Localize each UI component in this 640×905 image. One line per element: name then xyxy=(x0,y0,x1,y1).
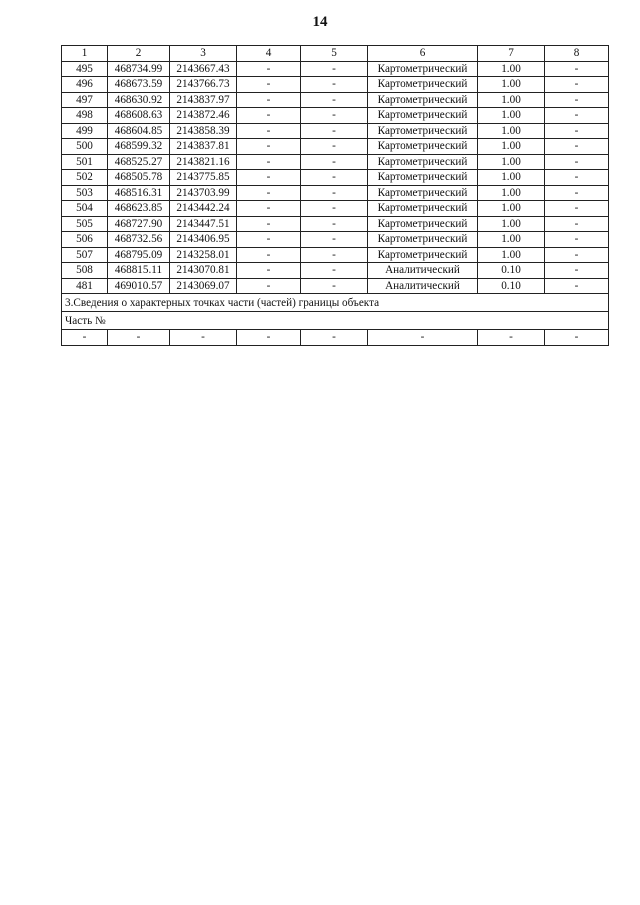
table-cell: 2143837.81 xyxy=(170,139,237,155)
table-cell: - xyxy=(545,185,609,201)
table-cell: - xyxy=(478,330,545,346)
table-row xyxy=(62,108,609,124)
table-cell: Картометрический xyxy=(368,185,478,201)
table-cell: 1.00 xyxy=(478,247,545,263)
table-cell: 1.00 xyxy=(478,185,545,201)
table-cell: 6 xyxy=(368,46,478,62)
table-cell: Картометрический xyxy=(368,154,478,170)
table-cell: - xyxy=(545,232,609,248)
table-cell: - xyxy=(108,330,170,346)
table-cell: - xyxy=(237,330,301,346)
table-cell: - xyxy=(237,232,301,248)
table-cell: - xyxy=(545,77,609,93)
table-cell: 497 xyxy=(62,92,108,108)
table-cell: - xyxy=(301,216,368,232)
table-cell: 468815.11 xyxy=(108,263,170,279)
table-cell: 468525.27 xyxy=(108,154,170,170)
table-cell: Картометрический xyxy=(368,61,478,77)
table-cell: 508 xyxy=(62,263,108,279)
table-cell: Аналитический xyxy=(368,263,478,279)
table-cell: 2143766.73 xyxy=(170,77,237,93)
table-cell: - xyxy=(301,154,368,170)
table-row xyxy=(62,232,609,248)
part-label-row xyxy=(62,312,609,330)
table-cell: Картометрический xyxy=(368,123,478,139)
table-cell: 5 xyxy=(301,46,368,62)
table-cell: 2 xyxy=(108,46,170,62)
table-row xyxy=(62,123,609,139)
table-cell: 2143858.39 xyxy=(170,123,237,139)
table-cell: 8 xyxy=(545,46,609,62)
table-cell: Картометрический xyxy=(368,247,478,263)
coordinates-table xyxy=(61,45,609,346)
table-cell: - xyxy=(301,108,368,124)
table-cell: Картометрический xyxy=(368,216,478,232)
table-cell: 468604.85 xyxy=(108,123,170,139)
table-cell: - xyxy=(237,216,301,232)
table-row xyxy=(62,139,609,155)
table-cell: 481 xyxy=(62,278,108,294)
table-cell: 1.00 xyxy=(478,108,545,124)
table-cell: - xyxy=(545,61,609,77)
table-cell: - xyxy=(237,185,301,201)
empty-part-row xyxy=(62,330,609,346)
table-cell: - xyxy=(301,330,368,346)
table-cell: 1.00 xyxy=(478,92,545,108)
table-cell: - xyxy=(237,278,301,294)
table-cell: 469010.57 xyxy=(108,278,170,294)
page-number: 14 xyxy=(312,14,328,30)
table-cell: - xyxy=(301,201,368,217)
table-cell: 507 xyxy=(62,247,108,263)
table-cell: 1.00 xyxy=(478,201,545,217)
table-cell: 2143447.51 xyxy=(170,216,237,232)
table-cell: Картометрический xyxy=(368,201,478,217)
table-cell: 500 xyxy=(62,139,108,155)
table-cell: - xyxy=(170,330,237,346)
table-cell: - xyxy=(237,61,301,77)
table-cell: - xyxy=(545,263,609,279)
table-cell: 496 xyxy=(62,77,108,93)
table-cell: 468608.63 xyxy=(108,108,170,124)
table-cell: 468734.99 xyxy=(108,61,170,77)
table-row xyxy=(62,154,609,170)
table-row xyxy=(62,201,609,217)
table-cell: 498 xyxy=(62,108,108,124)
table-cell: - xyxy=(301,61,368,77)
table-cell: 468732.56 xyxy=(108,232,170,248)
table-cell: Аналитический xyxy=(368,278,478,294)
table-cell: - xyxy=(545,92,609,108)
table-cell: 502 xyxy=(62,170,108,186)
table-cell: 1.00 xyxy=(478,61,545,77)
section-title-row xyxy=(62,294,609,312)
table-cell: - xyxy=(237,108,301,124)
table-cell: - xyxy=(545,330,609,346)
table-cell: - xyxy=(301,92,368,108)
table-cell: - xyxy=(237,154,301,170)
table-cell: - xyxy=(237,170,301,186)
table-cell: - xyxy=(301,170,368,186)
table-row xyxy=(62,263,609,279)
table-row xyxy=(62,216,609,232)
table-cell: - xyxy=(237,123,301,139)
table-cell: - xyxy=(368,330,478,346)
table-cell: - xyxy=(545,278,609,294)
table-cell: 2143070.81 xyxy=(170,263,237,279)
table-cell: 2143258.01 xyxy=(170,247,237,263)
table-cell: 505 xyxy=(62,216,108,232)
table-cell: 2143872.46 xyxy=(170,108,237,124)
table-cell: 1.00 xyxy=(478,232,545,248)
table-row xyxy=(62,170,609,186)
table-cell: 468727.90 xyxy=(108,216,170,232)
table-cell: Картометрический xyxy=(368,77,478,93)
table-cell: 501 xyxy=(62,154,108,170)
table-cell: 468630.92 xyxy=(108,92,170,108)
table-cell: - xyxy=(301,185,368,201)
section-title: 3.Сведения о характерных точках части (частей) границы объекта xyxy=(62,294,609,312)
table-cell: - xyxy=(545,247,609,263)
table-cell: - xyxy=(237,77,301,93)
table-cell: Картометрический xyxy=(368,232,478,248)
table-cell: Картометрический xyxy=(368,108,478,124)
table-cell: 1.00 xyxy=(478,139,545,155)
table-cell: 468673.59 xyxy=(108,77,170,93)
table-cell: - xyxy=(301,247,368,263)
table-row xyxy=(62,92,609,108)
table-cell: 1.00 xyxy=(478,77,545,93)
table-row xyxy=(62,61,609,77)
table-cell: 2143703.99 xyxy=(170,185,237,201)
table-cell: - xyxy=(301,232,368,248)
table-cell: 503 xyxy=(62,185,108,201)
table-cell: - xyxy=(237,201,301,217)
table-cell: 0.10 xyxy=(478,263,545,279)
table-cell: 468795.09 xyxy=(108,247,170,263)
table-row xyxy=(62,185,609,201)
table-cell: 468623.85 xyxy=(108,201,170,217)
table-cell: - xyxy=(301,123,368,139)
table-cell: 1.00 xyxy=(478,170,545,186)
table-cell: - xyxy=(545,201,609,217)
table-cell: Картометрический xyxy=(368,139,478,155)
table-cell: - xyxy=(62,330,108,346)
table-cell: 0.10 xyxy=(478,278,545,294)
table-cell: - xyxy=(545,154,609,170)
table-cell: 2143821.16 xyxy=(170,154,237,170)
table-cell: 3 xyxy=(170,46,237,62)
table-row xyxy=(62,77,609,93)
table-cell: - xyxy=(301,77,368,93)
table-cell: 2143442.24 xyxy=(170,201,237,217)
table-cell: - xyxy=(301,263,368,279)
table-cell: - xyxy=(545,139,609,155)
table-cell: - xyxy=(301,278,368,294)
table-cell: 1 xyxy=(62,46,108,62)
table-cell: 506 xyxy=(62,232,108,248)
table-cell: 2143406.95 xyxy=(170,232,237,248)
table-cell: - xyxy=(545,216,609,232)
table-cell: - xyxy=(301,139,368,155)
table-cell: 2143837.97 xyxy=(170,92,237,108)
table-cell: 468599.32 xyxy=(108,139,170,155)
table-cell: - xyxy=(237,92,301,108)
table-cell: - xyxy=(545,123,609,139)
table-cell: 4 xyxy=(237,46,301,62)
table-cell: 1.00 xyxy=(478,154,545,170)
table-cell: 1.00 xyxy=(478,216,545,232)
table-cell: 495 xyxy=(62,61,108,77)
table-row xyxy=(62,247,609,263)
table-cell: 2143775.85 xyxy=(170,170,237,186)
table-header-row xyxy=(62,46,609,62)
table-cell: 468516.31 xyxy=(108,185,170,201)
table-row xyxy=(62,278,609,294)
table-cell: - xyxy=(237,263,301,279)
table-cell: - xyxy=(237,247,301,263)
table-cell: Картометрический xyxy=(368,92,478,108)
table-cell: Картометрический xyxy=(368,170,478,186)
table-cell: 504 xyxy=(62,201,108,217)
table-cell: 7 xyxy=(478,46,545,62)
part-label: Часть № xyxy=(62,312,609,330)
table-cell: 468505.78 xyxy=(108,170,170,186)
table-cell: 499 xyxy=(62,123,108,139)
table-cell: - xyxy=(545,170,609,186)
table-cell: 1.00 xyxy=(478,123,545,139)
table-cell: 2143667.43 xyxy=(170,61,237,77)
table-cell: 2143069.07 xyxy=(170,278,237,294)
table-cell: - xyxy=(237,139,301,155)
table-cell: - xyxy=(545,108,609,124)
